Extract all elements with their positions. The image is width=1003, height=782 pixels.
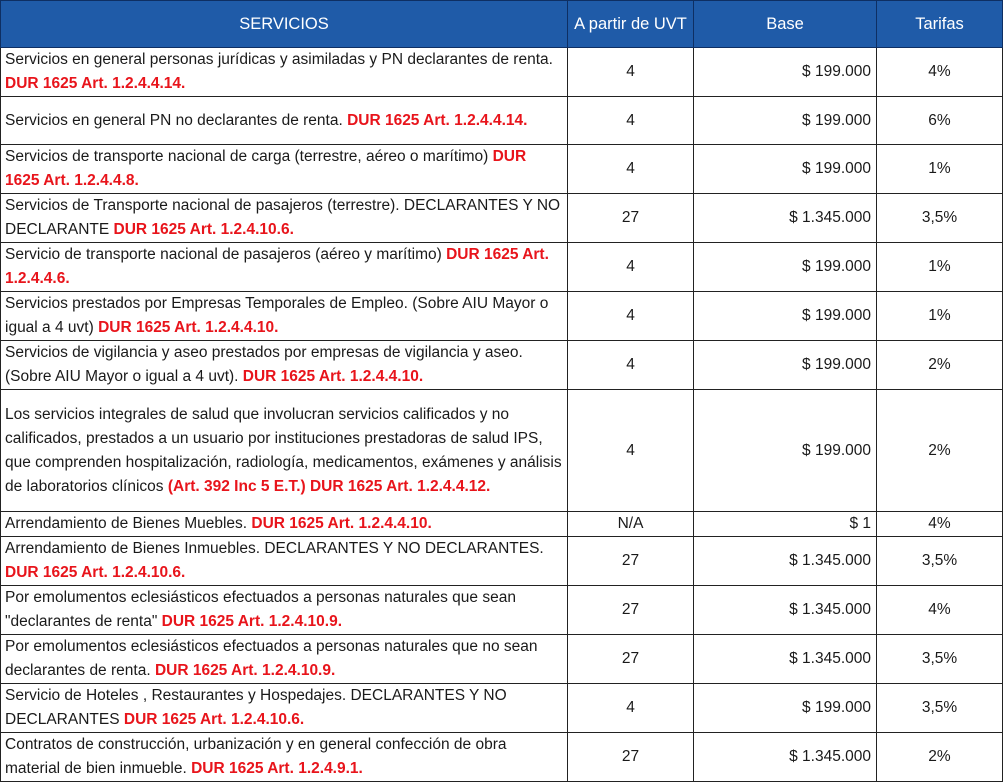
legal-reference: DUR 1625 Art. 1.2.4.10.9. bbox=[161, 613, 342, 630]
base-cell[interactable]: $ 199.000 bbox=[694, 341, 877, 390]
uvt-cell[interactable]: 4 bbox=[568, 292, 694, 341]
service-text: Servicio de Hoteles , Restaurantes y Hospedajes. DECLARANTES Y NO DECLARANTES bbox=[5, 687, 507, 728]
legal-reference: DUR 1625 Art. 1.2.4.4.8. bbox=[5, 148, 527, 189]
base-cell[interactable]: $ 199.000 bbox=[694, 145, 877, 194]
header-tarifas[interactable]: Tarifas bbox=[877, 1, 1003, 48]
legal-reference: (Art. 392 Inc 5 E.T.) DUR 1625 Art. 1.2.4.4.12. bbox=[167, 477, 491, 495]
service-description[interactable] bbox=[1, 97, 568, 145]
service-text: Los servicios integrales de salud que involucran servicios calificados y no calificados, prestados a un usuario por instituciones prestadoras de salud IPS, que comprenden hospitalización, radiología, medicamentos, exámenes y análisis de laboratorios clínicos bbox=[5, 405, 562, 495]
table-row bbox=[1, 194, 1003, 243]
service-text: Arrendamiento de Bienes Muebles. bbox=[5, 515, 252, 532]
tarifa-cell[interactable]: 2% bbox=[877, 390, 1003, 512]
service-text: Servicios de Transporte nacional de pasajeros (terrestre). DECLARANTES Y NO DECLARANTE bbox=[5, 197, 561, 238]
service-text: Servicios en general PN no declarantes de renta. bbox=[5, 111, 348, 129]
service-text: Servicios en general personas jurídicas y asimiladas y PN declarantes de renta. bbox=[5, 51, 553, 68]
table-row bbox=[1, 586, 1003, 635]
legal-reference: DUR 1625 Art. 1.2.4.4.14. bbox=[347, 111, 528, 129]
table-row bbox=[1, 341, 1003, 390]
base-cell[interactable]: $ 1.345.000 bbox=[694, 194, 877, 243]
uvt-cell[interactable]: 27 bbox=[568, 537, 694, 586]
uvt-cell[interactable]: 27 bbox=[568, 635, 694, 684]
tarifa-cell[interactable]: 4% bbox=[877, 512, 1003, 537]
service-text: Servicios de vigilancia y aseo prestados por empresas de vigilancia y aseo. (Sobre AIU Mayor o igual a 4 uvt). bbox=[5, 344, 523, 385]
uvt-cell[interactable]: 27 bbox=[568, 194, 694, 243]
service-description[interactable] bbox=[1, 243, 568, 292]
uvt-cell[interactable]: 4 bbox=[568, 341, 694, 390]
tarifa-cell[interactable]: 3,5% bbox=[877, 194, 1003, 243]
legal-reference: DUR 1625 Art. 1.2.4.4.10. bbox=[251, 515, 432, 532]
tarifa-cell[interactable]: 2% bbox=[877, 341, 1003, 390]
service-description[interactable] bbox=[1, 635, 568, 684]
tarifa-cell[interactable]: 6% bbox=[877, 97, 1003, 145]
tarifa-cell[interactable]: 1% bbox=[877, 145, 1003, 194]
base-cell[interactable]: $ 199.000 bbox=[694, 390, 877, 512]
table-row bbox=[1, 684, 1003, 733]
base-cell[interactable]: $ 1.345.000 bbox=[694, 733, 877, 782]
legal-reference: DUR 1625 Art. 1.2.4.10.9. bbox=[154, 662, 336, 679]
service-description[interactable] bbox=[1, 341, 568, 390]
service-text: Por emolumentos eclesiásticos efectuados a personas naturales que sean "declarantes de renta" bbox=[5, 589, 516, 630]
uvt-cell[interactable]: 4 bbox=[568, 684, 694, 733]
base-cell[interactable]: $ 199.000 bbox=[694, 684, 877, 733]
base-cell[interactable]: $ 199.000 bbox=[694, 292, 877, 341]
service-text: Servicios prestados por Empresas Temporales de Empleo. (Sobre AIU Mayor o igual a 4 uvt) bbox=[5, 295, 549, 336]
service-description[interactable] bbox=[1, 733, 568, 782]
table-row bbox=[1, 145, 1003, 194]
base-cell[interactable]: $ 199.000 bbox=[694, 97, 877, 145]
tarifa-cell[interactable]: 1% bbox=[877, 292, 1003, 341]
uvt-cell[interactable]: 4 bbox=[568, 48, 694, 97]
base-cell[interactable]: $ 1.345.000 bbox=[694, 635, 877, 684]
service-text: Servicios de transporte nacional de carga (terrestre, aéreo o marítimo) bbox=[5, 148, 493, 165]
service-description[interactable] bbox=[1, 537, 568, 586]
table-row bbox=[1, 635, 1003, 684]
table-row bbox=[1, 243, 1003, 292]
uvt-cell[interactable]: N/A bbox=[568, 512, 694, 537]
legal-reference: DUR 1625 Art. 1.2.4.10.6. bbox=[123, 711, 305, 728]
uvt-cell[interactable]: 4 bbox=[568, 97, 694, 145]
table-body bbox=[1, 48, 1003, 782]
service-description[interactable] bbox=[1, 586, 568, 635]
tarifa-cell[interactable]: 3,5% bbox=[877, 684, 1003, 733]
legal-reference: DUR 1625 Art. 1.2.4.4.14. bbox=[5, 75, 186, 92]
uvt-cell[interactable]: 4 bbox=[568, 243, 694, 292]
base-cell[interactable]: $ 1.345.000 bbox=[694, 586, 877, 635]
header-base[interactable]: Base bbox=[694, 1, 877, 48]
service-text: Por emolumentos eclesiásticos efectuados a personas naturales que no sean declarantes de renta. bbox=[5, 638, 538, 679]
table-row bbox=[1, 390, 1003, 512]
service-description[interactable] bbox=[1, 512, 568, 537]
legal-reference: DUR 1625 Art. 1.2.4.4.6. bbox=[5, 246, 549, 287]
tarifa-cell[interactable]: 4% bbox=[877, 48, 1003, 97]
service-description[interactable] bbox=[1, 145, 568, 194]
legal-reference: DUR 1625 Art. 1.2.4.4.10. bbox=[242, 368, 424, 385]
legal-reference: DUR 1625 Art. 1.2.4.9.1. bbox=[191, 760, 363, 777]
table-row bbox=[1, 512, 1003, 537]
tarifa-cell[interactable]: 3,5% bbox=[877, 537, 1003, 586]
table-row bbox=[1, 292, 1003, 341]
service-description[interactable] bbox=[1, 390, 568, 512]
legal-reference: DUR 1625 Art. 1.2.4.10.6. bbox=[113, 221, 294, 238]
service-text: Contratos de construcción, urbanización y en general confección de obra material de bien inmueble. bbox=[5, 736, 507, 777]
tarifa-cell[interactable]: 2% bbox=[877, 733, 1003, 782]
service-description[interactable] bbox=[1, 292, 568, 341]
service-description[interactable] bbox=[1, 194, 568, 243]
table-row bbox=[1, 48, 1003, 97]
base-cell[interactable]: $ 1 bbox=[694, 512, 877, 537]
tarifa-cell[interactable]: 3,5% bbox=[877, 635, 1003, 684]
service-text: Servicio de transporte nacional de pasajeros (aéreo y marítimo) bbox=[5, 246, 447, 263]
service-text: Arrendamiento de Bienes Inmuebles. DECLARANTES Y NO DECLARANTES. bbox=[5, 540, 544, 557]
tarifa-cell[interactable]: 4% bbox=[877, 586, 1003, 635]
legal-reference: DUR 1625 Art. 1.2.4.4.10. bbox=[98, 319, 279, 336]
base-cell[interactable]: $ 199.000 bbox=[694, 243, 877, 292]
table-row bbox=[1, 733, 1003, 782]
uvt-cell[interactable]: 4 bbox=[568, 145, 694, 194]
uvt-cell[interactable]: 27 bbox=[568, 733, 694, 782]
base-cell[interactable]: $ 1.345.000 bbox=[694, 537, 877, 586]
tarifa-cell[interactable]: 1% bbox=[877, 243, 1003, 292]
table-row bbox=[1, 537, 1003, 586]
header-uvt[interactable]: A partir de UVT bbox=[568, 1, 694, 48]
service-description[interactable] bbox=[1, 684, 568, 733]
table-row bbox=[1, 97, 1003, 145]
base-cell[interactable]: $ 199.000 bbox=[694, 48, 877, 97]
uvt-cell[interactable]: 27 bbox=[568, 586, 694, 635]
header-row bbox=[1, 1, 1003, 48]
service-description[interactable] bbox=[1, 48, 568, 97]
legal-reference: DUR 1625 Art. 1.2.4.10.6. bbox=[5, 564, 186, 581]
uvt-cell[interactable]: 4 bbox=[568, 390, 694, 512]
header-servicios[interactable]: SERVICIOS bbox=[1, 1, 568, 48]
